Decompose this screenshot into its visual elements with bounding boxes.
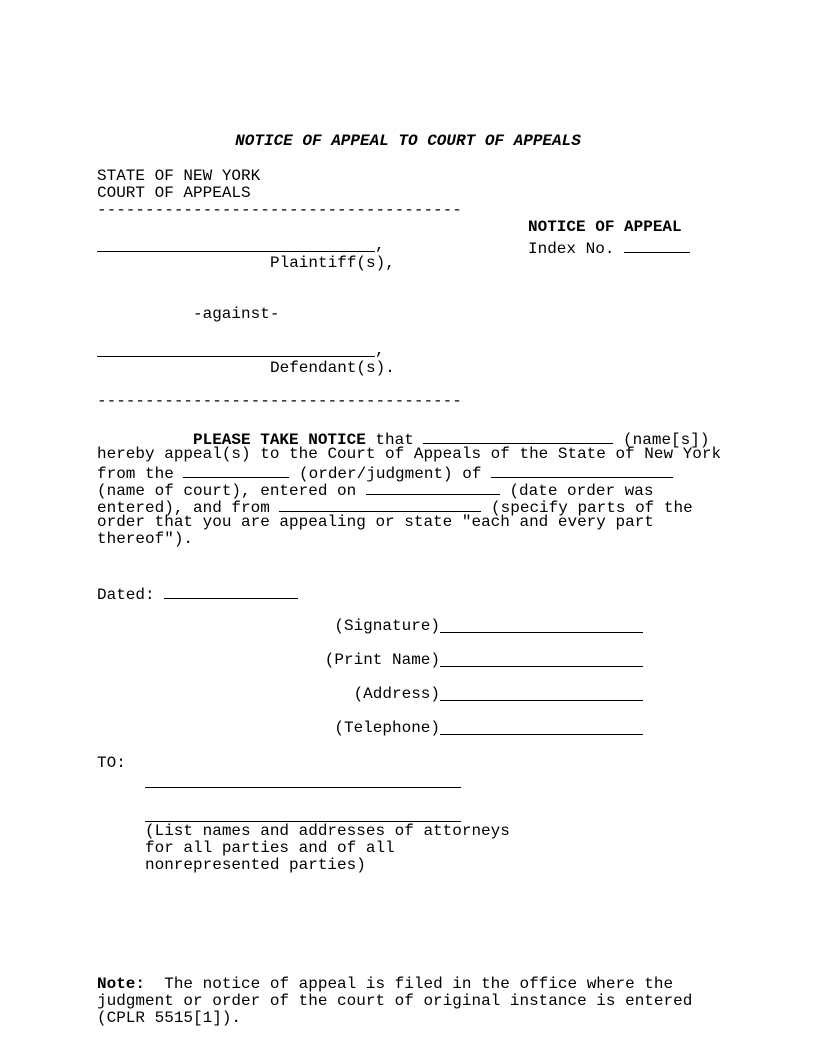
caption-court: COURT OF APPEALS [97,184,251,202]
text: thereof"). [97,530,194,548]
court-name-blank[interactable] [491,463,673,478]
plaintiff-label: Plaintiff(s), [270,254,395,272]
plaintiff-blank[interactable] [97,251,375,252]
telephone-blank[interactable] [440,734,643,735]
text: (specify parts of the [481,499,693,517]
index-number-blank[interactable] [624,238,690,253]
text: (name of court), entered on [97,482,366,500]
signature-label: (Signature) [334,617,440,635]
to-instructions-2: for all parties and of all [145,839,395,857]
date-entered-blank[interactable] [366,480,500,495]
text: (date order was [499,482,654,500]
appellant-name-blank[interactable] [423,429,613,444]
print-name-label: (Print Name) [324,651,440,669]
dated-blank[interactable] [164,584,298,599]
plaintiff-comma: , [375,236,385,254]
text: from the [97,465,184,483]
text: entered), and from [97,499,280,517]
caption-state: STATE OF NEW YORK [97,167,261,185]
against-label: -against- [193,305,280,323]
text: that [365,431,424,449]
defendant-comma: , [375,341,385,359]
index-label: Index No. [528,240,615,258]
address-label: (Address) [353,685,440,703]
document-title: NOTICE OF APPEAL TO COURT OF APPEALS [235,132,581,150]
text: (order/judgment) of [289,465,492,483]
caption-doc-type: NOTICE OF APPEAL [528,218,682,236]
text: judgment or order of the court of original instance is entered [97,992,693,1010]
to-instructions-3: nonrepresented parties) [145,856,366,874]
please-take-notice: PLEASE TAKE NOTICE [193,431,366,449]
address-blank[interactable] [440,700,643,701]
dated-label: Dated: [97,586,165,604]
defendant-blank[interactable] [97,356,375,357]
print-name-blank[interactable] [440,666,643,667]
index-number [528,238,690,258]
caption-divider-top: -------------------------------------- [97,201,462,219]
signature-blank[interactable] [440,632,643,633]
text: hereby appeal(s) to the Court of Appeals of the State of New York [97,445,722,463]
to-blank-1[interactable] [145,787,461,788]
parts-appealed-blank[interactable] [279,497,481,512]
note-label: Note: [97,975,146,993]
caption-divider-bottom: -------------------------------------- [97,392,462,410]
text: (CPLR 5515[1]). [97,1009,242,1027]
text: The notice of appeal is filed in the office where the [145,975,674,993]
to-instructions-1: (List names and addresses of attorneys [145,822,510,840]
text: order that you are appealing or state "each and every part [97,513,654,531]
order-judgment-blank[interactable] [183,463,289,478]
telephone-label: (Telephone) [334,719,440,737]
text: (name[s]) [613,431,710,449]
to-label: TO: [97,754,126,772]
defendant-label: Defendant(s). [270,359,395,377]
dated-line [97,584,298,604]
